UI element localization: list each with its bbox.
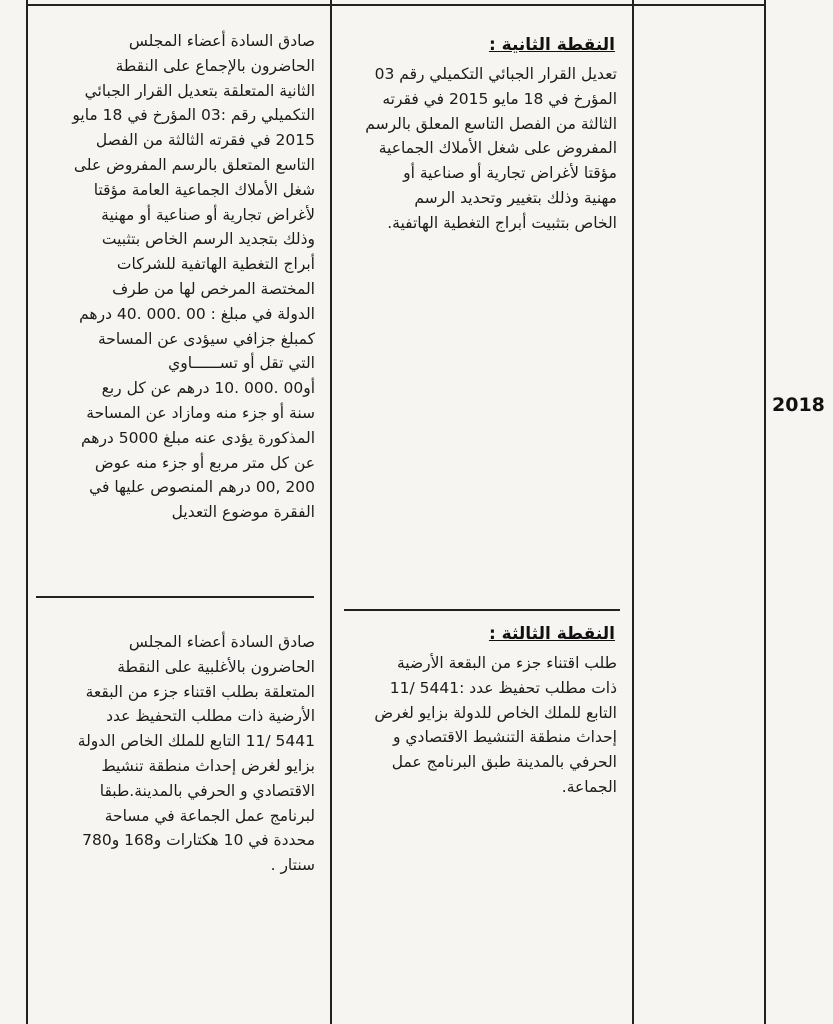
table-border-year-col <box>764 0 766 1024</box>
point2-subject: تعديل القرار الجبائي التكميلي رقم 03 المؤرخ في 18 مايو 2015 في فقرته الثالثة من الفصل التاسع المعلق بالرسم المفروض على شغل الأملاك الجماعية مؤقتا لأغراض تجارية أو صناعية أو مهنية وذلك بتغيير وتحديد الرسم الخاص بتثبيت أبراج التغطية الهاتفية. <box>365 65 617 232</box>
point2-heading: النقطة الثانية : <box>488 35 615 55</box>
year-label: 2018 <box>772 394 825 416</box>
point3-subject: طلب اقتناء جزء من البقعة الأرضية ذات مطلب تحفيظ عدد :5441 /11 التابع للملك الخاص للدولة بزايو لغرض إحداث منطقة التنشيط الاقتصادي و الحرفي بالمدينة طبق البرنامج عمل الجماعة. <box>374 654 617 796</box>
point3-heading: النقطة الثالثة : <box>488 624 615 644</box>
table-border-left-col <box>26 0 28 1024</box>
point2-decision: صادق السادة أعضاء المجلس الحاضرون بالإجماع على النقطة الثانية المتعلقة بتعديل القرار الجبائي التكميلي رقم :03 المؤرخ في 18 مايو 2015 في فقرته الثالثة من الفصل التاسع المتعلق بالرسم المفروض على شغل الأملاك الجماعية العامة مؤقتا لأغراض تجارية أو صناعية أو مهنية وذلك بتجديد الرسم الخاص بتثبيت أبراج التغطية الهاتفية للشركات المختصة المرخص لها من طرف الدولة في مبلغ : 00 .000 .40 درهم كمبلغ جزافي سيؤدى عن المساحة التي تقل أو تســــــاوي أو00 .000 .10 درهم عن كل ربع سنة أو جزء منه ومازاد عن المساحة المذكورة يؤدى عنه مبلغ 5000 درهم عن كل متر مربع أو جزء منه عوض 200 ,00 درهم المنصوص عليها في الفقرة موضوع التعديل <box>72 32 315 522</box>
table-border-middle <box>330 0 332 1024</box>
table-border-point-col <box>632 0 634 1024</box>
top-border <box>26 4 766 6</box>
point3-decision: صادق السادة أعضاء المجلس الحاضرون بالأغلبية على النقطة المتعلقة بطلب اقتناء جزء من البقعة الأرضية ذات مطلب التحفيظ عدد 5441 /11 التابع للملك الخاص الدولة بزايو لغرض إحداث منطقة تنشيط الاقتصادي و الحرفي بالمدينة.طبقا لبرنامج عمل الجماعة في مساحة محددة في 10 هكتارات و168 و780 سنتار . <box>77 633 315 875</box>
decision-separator <box>36 596 314 598</box>
subject-separator <box>344 609 620 611</box>
